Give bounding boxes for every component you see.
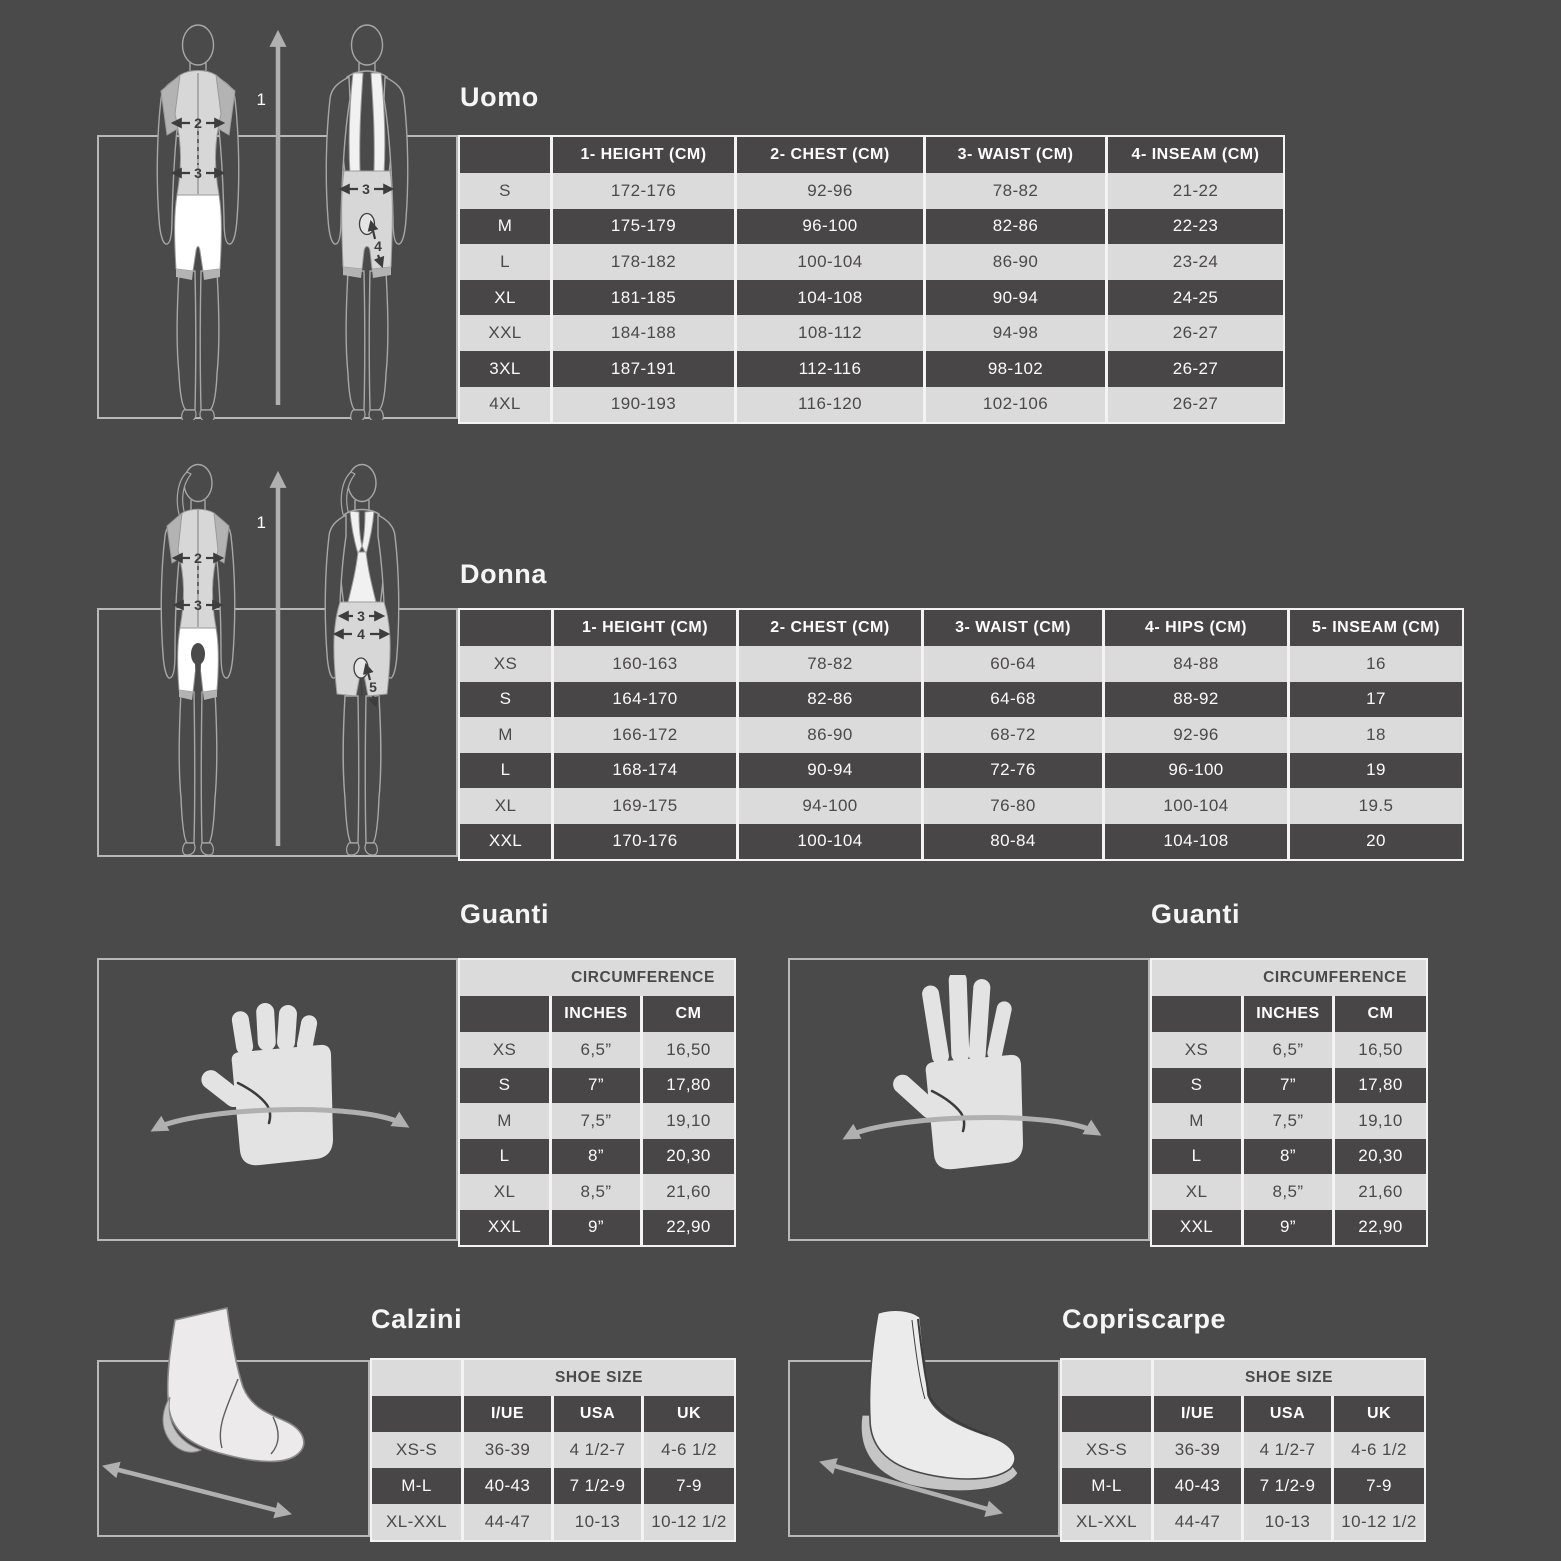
table-row xyxy=(1152,1032,1426,1068)
table-row xyxy=(1062,1360,1424,1396)
guanti-right-title: Guanti xyxy=(1151,899,1241,929)
table-cell: 7 1/2-9 xyxy=(554,1468,644,1504)
table-cell: 40-43 xyxy=(1154,1468,1244,1504)
table-cell: 4 1/2-7 xyxy=(1244,1432,1334,1468)
table-cell: 26-27 xyxy=(1172,323,1219,343)
table-cell: M xyxy=(460,209,553,245)
table-cell: 96-100 xyxy=(737,209,926,245)
table-cell: 21,60 xyxy=(1358,1181,1403,1201)
table-cell: 90-94 xyxy=(739,753,924,789)
uomo-size-table xyxy=(458,135,1285,424)
table-cell: 76-80 xyxy=(924,788,1105,824)
table-row xyxy=(1152,1103,1426,1139)
table-cell: 4XL xyxy=(460,387,553,423)
table-cell: 4-6 1/2 xyxy=(661,1440,717,1459)
table-cell: 22,90 xyxy=(1358,1217,1403,1237)
calzini-title: Calzini xyxy=(371,1304,463,1334)
table-row xyxy=(460,1068,734,1104)
table-cell: 19,10 xyxy=(666,1110,711,1130)
waist-back-measure-label: 3 xyxy=(357,608,365,624)
table-cell: 175-179 xyxy=(553,209,737,245)
table-cell: 112-116 xyxy=(737,351,926,387)
table-cell: 78-82 xyxy=(739,646,924,682)
table-cell: L xyxy=(460,244,553,280)
donna-size-table xyxy=(458,608,1464,861)
fingerless-glove xyxy=(155,1003,405,1166)
table-cell: S xyxy=(460,173,553,209)
overshoe xyxy=(824,1305,1018,1512)
height-arrow xyxy=(257,35,278,405)
table-cell: SHOE SIZE xyxy=(1244,1369,1334,1386)
table-cell: M xyxy=(460,717,554,753)
table-cell: USA xyxy=(554,1396,644,1432)
table-row xyxy=(460,1032,734,1068)
table-cell: 22,90 xyxy=(666,1217,711,1237)
table-cell: 84-88 xyxy=(1105,646,1290,682)
table-cell: I/UE xyxy=(464,1396,554,1432)
female-front-figure xyxy=(161,465,234,856)
table-cell: 16 xyxy=(1366,653,1386,673)
table-cell: XS-S xyxy=(372,1432,464,1468)
table-cell: L xyxy=(1152,1139,1244,1175)
table-row xyxy=(460,824,1462,860)
table-row xyxy=(1062,1396,1424,1432)
table-cell: XXL xyxy=(460,824,554,860)
table-cell: 181-185 xyxy=(553,280,737,316)
table-cell: 98-102 xyxy=(926,351,1108,387)
table-row xyxy=(460,1103,734,1139)
table-cell: UK xyxy=(676,1405,702,1422)
chest-measure-label: 2 xyxy=(194,115,202,131)
table-cell: XS xyxy=(460,646,554,682)
table-cell: 8,5” xyxy=(1244,1174,1335,1210)
table-cell: INCHES xyxy=(1244,996,1335,1032)
table-cell: 19 xyxy=(1366,760,1386,780)
table-cell: 7,5” xyxy=(1244,1103,1335,1139)
table-cell: 16,50 xyxy=(1358,1039,1403,1059)
uomo-title: Uomo xyxy=(460,82,539,112)
table-cell: I/UE xyxy=(1154,1396,1244,1432)
male-back-figure xyxy=(326,25,407,420)
table-cell: 82-86 xyxy=(739,682,924,718)
table-row xyxy=(1152,996,1426,1032)
table-cell: 21-22 xyxy=(1172,180,1219,200)
table-cell: 20,30 xyxy=(1358,1146,1403,1166)
table-cell: 104-108 xyxy=(737,280,926,316)
table-cell-empty xyxy=(1152,996,1244,1032)
table-row xyxy=(372,1468,734,1504)
table-cell: 172-176 xyxy=(553,173,737,209)
table-row xyxy=(460,717,1462,753)
waist-measure-arrow xyxy=(175,597,221,613)
table-cell: 100-104 xyxy=(739,824,924,860)
table-cell: 82-86 xyxy=(926,209,1108,245)
table-cell: 20,30 xyxy=(666,1146,711,1166)
guanti-left-title: Guanti xyxy=(460,899,550,929)
foot-length-arrow xyxy=(107,1467,287,1513)
table-cell: 4-6 1/2 xyxy=(1351,1440,1407,1459)
inseam-measure-label: 5 xyxy=(369,679,377,695)
table-cell: 44-47 xyxy=(1154,1504,1244,1540)
table-cell: 2- CHEST (CM) xyxy=(737,137,926,173)
table-cell: 190-193 xyxy=(553,387,737,423)
table-cell: 26-27 xyxy=(1172,394,1219,414)
table-cell: 1- HEIGHT (CM) xyxy=(553,137,737,173)
table-cell: 100-104 xyxy=(1105,788,1290,824)
table-cell: 21,60 xyxy=(666,1181,711,1201)
table-cell: XS xyxy=(1152,1032,1244,1068)
table-row xyxy=(460,753,1462,789)
table-cell: 10-12 1/2 xyxy=(1341,1512,1417,1531)
table-cell: 72-76 xyxy=(924,753,1105,789)
table-row xyxy=(1062,1468,1424,1504)
table-cell: 160-163 xyxy=(554,646,739,682)
table-cell: 10-12 1/2 xyxy=(651,1512,727,1531)
table-cell: 60-64 xyxy=(924,646,1105,682)
table-cell: 7-9 xyxy=(1366,1476,1392,1495)
table-cell: SHOE SIZE xyxy=(554,1369,644,1386)
table-row xyxy=(460,173,1283,209)
table-cell: USA xyxy=(1244,1396,1334,1432)
table-cell: 90-94 xyxy=(926,280,1108,316)
table-cell: 169-175 xyxy=(554,788,739,824)
table-row xyxy=(460,610,1462,646)
table-cell: 3- WAIST (CM) xyxy=(926,137,1108,173)
waist-measure-label: 3 xyxy=(194,597,202,613)
female-back-figure xyxy=(325,465,398,856)
table-cell: 100-104 xyxy=(737,244,926,280)
table-cell: XXL xyxy=(460,315,553,351)
table-cell: CM xyxy=(675,1005,702,1022)
table-cell: 17,80 xyxy=(1358,1075,1403,1095)
chamois-keyhole xyxy=(191,643,205,665)
table-row xyxy=(460,1174,734,1210)
table-cell: 96-100 xyxy=(1105,753,1290,789)
male-front-figure xyxy=(157,25,238,420)
table-cell: 6,5” xyxy=(552,1032,643,1068)
table-row xyxy=(1152,1174,1426,1210)
table-cell: 102-106 xyxy=(926,387,1108,423)
fingerless-glove-diagram xyxy=(125,985,425,1215)
table-cell: 4- HIPS (CM) xyxy=(1105,610,1290,646)
table-cell: 19,10 xyxy=(1358,1110,1403,1130)
copriscarpe-size-table xyxy=(1060,1358,1426,1542)
table-cell: 22-23 xyxy=(1172,216,1219,236)
table-cell: 36-39 xyxy=(464,1432,554,1468)
waist-measure-label: 3 xyxy=(194,165,202,181)
table-cell: 2- CHEST (CM) xyxy=(739,610,924,646)
table-cell: 23-24 xyxy=(1172,251,1219,271)
table-cell: 7” xyxy=(552,1068,643,1104)
table-row xyxy=(1062,1504,1424,1540)
hips-measure-label: 4 xyxy=(357,626,365,642)
table-row xyxy=(460,351,1283,387)
table-cell: XL xyxy=(460,788,554,824)
table-row xyxy=(1152,1139,1426,1175)
table-cell: 8,5” xyxy=(552,1174,643,1210)
table-cell: 80-84 xyxy=(924,824,1105,860)
table-cell: XL xyxy=(1152,1174,1244,1210)
table-cell: 19.5 xyxy=(1358,795,1394,815)
table-cell: XL xyxy=(460,280,553,316)
copriscarpe-title: Copriscarpe xyxy=(1062,1304,1227,1334)
overshoe-diagram xyxy=(790,1295,1050,1535)
table-cell: 6,5” xyxy=(1244,1032,1335,1068)
table-cell: XS xyxy=(460,1032,552,1068)
table-cell: 88-92 xyxy=(1105,682,1290,718)
table-cell: 166-172 xyxy=(554,717,739,753)
table-cell: XL xyxy=(460,1174,552,1210)
table-row xyxy=(460,315,1283,351)
table-row xyxy=(460,1210,734,1246)
table-cell: 104-108 xyxy=(1105,824,1290,860)
table-cell: 9” xyxy=(1244,1210,1335,1246)
table-cell: 178-182 xyxy=(553,244,737,280)
table-row xyxy=(460,996,734,1032)
table-cell: 5- INSEAM (CM) xyxy=(1312,619,1440,636)
table-cell-empty xyxy=(1062,1396,1154,1432)
table-cell: 4 1/2-7 xyxy=(554,1432,644,1468)
table-row xyxy=(460,682,1462,718)
table-row xyxy=(460,646,1462,682)
table-cell: 86-90 xyxy=(926,244,1108,280)
table-cell: 10-13 xyxy=(554,1504,644,1540)
table-cell: CIRCUMFERENCE xyxy=(571,969,715,986)
table-cell: CM xyxy=(1367,1005,1394,1022)
table-cell: 92-96 xyxy=(737,173,926,209)
table-cell: 36-39 xyxy=(1154,1432,1244,1468)
table-cell: 164-170 xyxy=(554,682,739,718)
uomo-body-diagram xyxy=(95,5,485,420)
table-cell: 92-96 xyxy=(1105,717,1290,753)
full-finger-glove xyxy=(847,975,1097,1169)
table-cell: S xyxy=(460,1068,552,1104)
sock-diagram xyxy=(75,1295,325,1530)
table-cell: XL-XXL xyxy=(1062,1504,1154,1540)
table-cell: 64-68 xyxy=(924,682,1105,718)
table-cell-empty xyxy=(372,1360,464,1396)
table-cell: 8” xyxy=(552,1139,643,1175)
height-measure-label: 1 xyxy=(256,513,266,532)
table-cell: 7-9 xyxy=(676,1476,702,1495)
table-row xyxy=(372,1432,734,1468)
table-cell: 40-43 xyxy=(464,1468,554,1504)
table-cell: M-L xyxy=(1062,1468,1154,1504)
table-row xyxy=(372,1360,734,1396)
table-cell: 94-100 xyxy=(739,788,924,824)
table-row xyxy=(460,280,1283,316)
table-cell: XS-S xyxy=(1062,1432,1154,1468)
table-row xyxy=(372,1396,734,1432)
table-cell: 9” xyxy=(552,1210,643,1246)
table-cell: 7 1/2-9 xyxy=(1244,1468,1334,1504)
table-cell-empty xyxy=(460,996,552,1032)
table-cell: CIRCUMFERENCE xyxy=(1263,969,1407,986)
table-cell: 7” xyxy=(1244,1068,1335,1104)
waist-back-measure-label: 3 xyxy=(362,181,370,197)
table-cell: 184-188 xyxy=(553,315,737,351)
donna-body-diagram xyxy=(95,448,485,860)
table-cell: 3- WAIST (CM) xyxy=(924,610,1105,646)
table-cell-empty xyxy=(1062,1360,1154,1396)
table-row xyxy=(460,387,1283,423)
table-cell: M xyxy=(460,1103,552,1139)
calzini-size-table xyxy=(370,1358,736,1542)
inseam-measure-label: 4 xyxy=(374,238,382,254)
table-cell: 168-174 xyxy=(554,753,739,789)
table-row xyxy=(1152,960,1426,996)
table-cell: 7,5” xyxy=(552,1103,643,1139)
table-cell: 8” xyxy=(1244,1139,1335,1175)
table-cell: 18 xyxy=(1366,724,1386,744)
table-row xyxy=(1152,1068,1426,1104)
table-cell: M-L xyxy=(372,1468,464,1504)
table-cell: 86-90 xyxy=(739,717,924,753)
table-cell: 4- INSEAM (CM) xyxy=(1131,146,1260,163)
table-cell: 17 xyxy=(1366,689,1386,709)
table-cell: 10-13 xyxy=(1244,1504,1334,1540)
full-glove-diagram xyxy=(820,975,1120,1220)
guanti-right-size-table xyxy=(1150,958,1428,1247)
height-measure-label: 1 xyxy=(256,90,266,109)
table-row xyxy=(460,960,734,996)
height-arrow xyxy=(257,476,278,846)
table-cell-empty xyxy=(460,137,553,173)
table-cell: S xyxy=(460,682,554,718)
table-cell: 78-82 xyxy=(926,173,1108,209)
table-row xyxy=(1062,1432,1424,1468)
table-cell: L xyxy=(460,1139,552,1175)
table-cell: 26-27 xyxy=(1172,358,1219,378)
table-cell: 20 xyxy=(1366,831,1386,851)
table-cell: 116-120 xyxy=(737,387,926,423)
table-cell: XXL xyxy=(1152,1210,1244,1246)
table-cell: M xyxy=(1152,1103,1244,1139)
table-cell: 3XL xyxy=(460,351,553,387)
table-cell: 1- HEIGHT (CM) xyxy=(554,610,739,646)
table-cell: INCHES xyxy=(552,996,643,1032)
table-row xyxy=(372,1504,734,1540)
table-row xyxy=(460,209,1283,245)
table-cell: S xyxy=(1152,1068,1244,1104)
chest-measure-label: 2 xyxy=(194,550,202,566)
table-row xyxy=(460,788,1462,824)
table-cell: UK xyxy=(1366,1405,1392,1422)
table-cell: XL-XXL xyxy=(372,1504,464,1540)
table-cell: 17,80 xyxy=(666,1075,711,1095)
table-row xyxy=(460,137,1283,173)
table-cell: 187-191 xyxy=(553,351,737,387)
table-cell: L xyxy=(460,753,554,789)
table-cell: 108-112 xyxy=(737,315,926,351)
table-cell: 170-176 xyxy=(554,824,739,860)
table-cell: 44-47 xyxy=(464,1504,554,1540)
table-cell-empty xyxy=(372,1396,464,1432)
donna-title: Donna xyxy=(460,559,547,589)
table-cell: 24-25 xyxy=(1172,287,1219,307)
table-row xyxy=(460,1139,734,1175)
table-cell-empty xyxy=(460,610,554,646)
guanti-left-size-table xyxy=(458,958,736,1247)
table-row xyxy=(460,244,1283,280)
table-cell: 94-98 xyxy=(926,315,1108,351)
sock xyxy=(107,1308,304,1513)
table-cell: XXL xyxy=(460,1210,552,1246)
table-cell: 68-72 xyxy=(924,717,1105,753)
table-cell: 16,50 xyxy=(666,1039,711,1059)
table-row xyxy=(1152,1210,1426,1246)
